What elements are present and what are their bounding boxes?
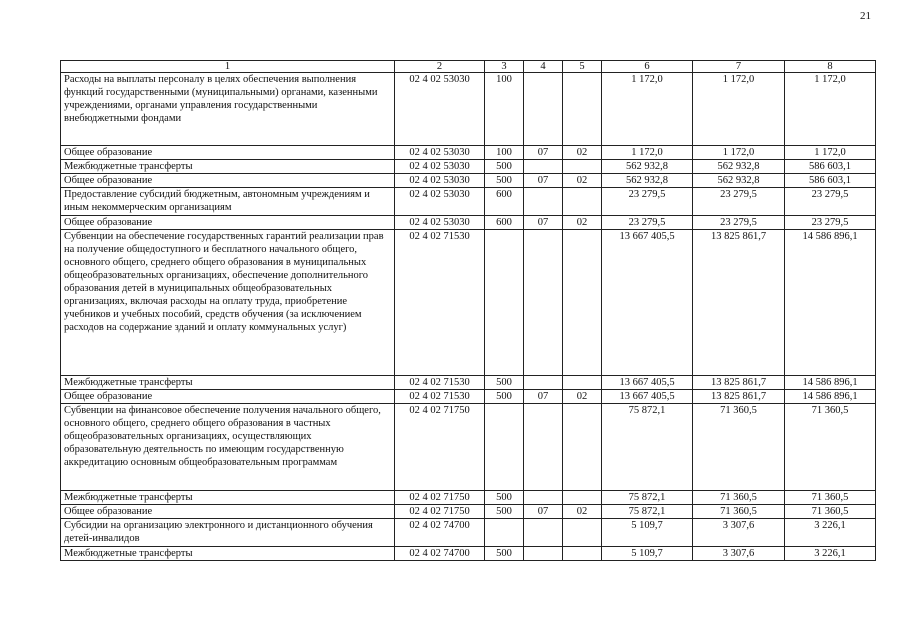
row-col3: 500 <box>485 174 524 188</box>
row-value-6: 5 109,7 <box>602 547 693 561</box>
row-value-7: 1 172,0 <box>693 146 785 160</box>
table-row <box>61 519 876 547</box>
row-name: Межбюджетные трансферты <box>61 376 395 390</box>
row-col4 <box>524 404 563 491</box>
column-header: 6 <box>602 61 693 73</box>
row-value-8: 23 279,5 <box>785 216 876 230</box>
row-value-8: 71 360,5 <box>785 404 876 491</box>
row-col5 <box>563 188 602 216</box>
row-col3: 600 <box>485 188 524 216</box>
row-name: Общее образование <box>61 505 395 519</box>
row-col4: 07 <box>524 390 563 404</box>
row-col4 <box>524 188 563 216</box>
row-value-8: 3 226,1 <box>785 547 876 561</box>
header-row <box>61 61 876 73</box>
row-value-7: 13 825 861,7 <box>693 376 785 390</box>
row-name: Субвенции на финансовое обеспечение получения начального общего, основного общего, среднего общего образования в частных общеобразовательных организациях, осуществляющих образовательную деятельность по имеющим государственную аккредитацию основным общеобразовательным программам <box>61 404 395 491</box>
table-row <box>61 160 876 174</box>
row-name: Общее образование <box>61 146 395 160</box>
row-col4: 07 <box>524 146 563 160</box>
row-value-7: 23 279,5 <box>693 188 785 216</box>
row-value-6: 13 667 405,5 <box>602 376 693 390</box>
table-body <box>61 61 876 561</box>
row-value-7: 71 360,5 <box>693 505 785 519</box>
row-col5 <box>563 376 602 390</box>
row-col4: 07 <box>524 174 563 188</box>
table-row <box>61 230 876 376</box>
row-col5: 02 <box>563 146 602 160</box>
table-row <box>61 404 876 491</box>
row-value-8: 1 172,0 <box>785 73 876 146</box>
row-col5: 02 <box>563 505 602 519</box>
column-header: 7 <box>693 61 785 73</box>
table-row <box>61 146 876 160</box>
row-col4: 07 <box>524 216 563 230</box>
budget-table <box>60 60 876 561</box>
row-value-6: 75 872,1 <box>602 505 693 519</box>
row-name: Расходы на выплаты персоналу в целях обеспечения выполнения функций государственными (муниципальными) органами, казенными учреждениями, органами управления государственными внебюджетными фондами <box>61 73 395 146</box>
row-col3 <box>485 230 524 376</box>
row-value-7: 1 172,0 <box>693 73 785 146</box>
column-header: 3 <box>485 61 524 73</box>
row-value-6: 562 932,8 <box>602 160 693 174</box>
table-row <box>61 174 876 188</box>
row-code: 02 4 02 74700 <box>395 547 485 561</box>
row-col4 <box>524 160 563 174</box>
row-value-6: 75 872,1 <box>602 404 693 491</box>
table-row <box>61 390 876 404</box>
row-value-7: 562 932,8 <box>693 160 785 174</box>
row-value-8: 23 279,5 <box>785 188 876 216</box>
row-value-7: 71 360,5 <box>693 404 785 491</box>
row-col4 <box>524 230 563 376</box>
row-col3: 500 <box>485 505 524 519</box>
row-value-6: 23 279,5 <box>602 216 693 230</box>
row-col5 <box>563 547 602 561</box>
row-col4 <box>524 491 563 505</box>
row-col3: 100 <box>485 73 524 146</box>
column-header: 8 <box>785 61 876 73</box>
row-col5 <box>563 404 602 491</box>
row-code: 02 4 02 53030 <box>395 160 485 174</box>
row-code: 02 4 02 74700 <box>395 519 485 547</box>
row-value-8: 14 586 896,1 <box>785 376 876 390</box>
column-header: 1 <box>61 61 395 73</box>
row-value-8: 71 360,5 <box>785 505 876 519</box>
row-col3: 500 <box>485 390 524 404</box>
row-value-8: 586 603,1 <box>785 160 876 174</box>
row-col3: 600 <box>485 216 524 230</box>
page-number: 21 <box>860 10 871 22</box>
row-value-7: 3 307,6 <box>693 547 785 561</box>
table-row <box>61 216 876 230</box>
row-name: Межбюджетные трансферты <box>61 547 395 561</box>
row-col3: 500 <box>485 491 524 505</box>
row-value-7: 562 932,8 <box>693 174 785 188</box>
row-code: 02 4 02 71530 <box>395 390 485 404</box>
row-col3: 500 <box>485 160 524 174</box>
row-name: Межбюджетные трансферты <box>61 491 395 505</box>
row-code: 02 4 02 71750 <box>395 404 485 491</box>
row-col3: 500 <box>485 376 524 390</box>
row-code: 02 4 02 71530 <box>395 376 485 390</box>
row-col4 <box>524 547 563 561</box>
row-value-6: 13 667 405,5 <box>602 230 693 376</box>
row-value-8: 14 586 896,1 <box>785 230 876 376</box>
row-col5: 02 <box>563 174 602 188</box>
row-code: 02 4 02 53030 <box>395 146 485 160</box>
row-code: 02 4 02 71750 <box>395 491 485 505</box>
table-row <box>61 491 876 505</box>
row-col5: 02 <box>563 390 602 404</box>
row-value-6: 5 109,7 <box>602 519 693 547</box>
row-value-6: 75 872,1 <box>602 491 693 505</box>
row-value-7: 71 360,5 <box>693 491 785 505</box>
row-col3: 500 <box>485 547 524 561</box>
row-code: 02 4 02 71530 <box>395 230 485 376</box>
row-col4: 07 <box>524 505 563 519</box>
row-value-8: 1 172,0 <box>785 146 876 160</box>
row-value-7: 13 825 861,7 <box>693 390 785 404</box>
row-col5 <box>563 230 602 376</box>
row-value-7: 3 307,6 <box>693 519 785 547</box>
row-name: Общее образование <box>61 390 395 404</box>
row-value-7: 23 279,5 <box>693 216 785 230</box>
row-code: 02 4 02 53030 <box>395 188 485 216</box>
row-col5 <box>563 160 602 174</box>
row-col5 <box>563 519 602 547</box>
row-col5: 02 <box>563 216 602 230</box>
column-header: 4 <box>524 61 563 73</box>
column-header: 5 <box>563 61 602 73</box>
table-row <box>61 188 876 216</box>
row-col4 <box>524 519 563 547</box>
row-col3: 100 <box>485 146 524 160</box>
row-col4 <box>524 73 563 146</box>
row-value-6: 13 667 405,5 <box>602 390 693 404</box>
row-code: 02 4 02 53030 <box>395 73 485 146</box>
row-name: Общее образование <box>61 174 395 188</box>
table-row <box>61 376 876 390</box>
row-code: 02 4 02 71750 <box>395 505 485 519</box>
table-row <box>61 547 876 561</box>
row-value-8: 3 226,1 <box>785 519 876 547</box>
row-code: 02 4 02 53030 <box>395 174 485 188</box>
row-code: 02 4 02 53030 <box>395 216 485 230</box>
row-value-6: 1 172,0 <box>602 73 693 146</box>
table-row <box>61 73 876 146</box>
row-value-8: 71 360,5 <box>785 491 876 505</box>
row-value-6: 562 932,8 <box>602 174 693 188</box>
row-value-7: 13 825 861,7 <box>693 230 785 376</box>
row-name: Субвенции на обеспечение государственных гарантий реализации прав на получение общедоступного и бесплатного начального общего, основного общего, среднего общего образования в муниципальных общеобразовательных организациях, обеспечение дополнительного образования детей в муниципальных общеобразовательных организациях, включая расходы на оплату труда, приобретение учебников и учебных пособий, средств обучения (за исключением расходов на содержание зданий и оплату коммунальных услуг) <box>61 230 395 376</box>
row-col4 <box>524 376 563 390</box>
row-value-8: 586 603,1 <box>785 174 876 188</box>
row-name: Предоставление субсидий бюджетным, автономным учреждениям и иным некоммерческим организациям <box>61 188 395 216</box>
row-name: Межбюджетные трансферты <box>61 160 395 174</box>
row-value-6: 1 172,0 <box>602 146 693 160</box>
column-header: 2 <box>395 61 485 73</box>
row-col5 <box>563 491 602 505</box>
row-name: Общее образование <box>61 216 395 230</box>
row-col5 <box>563 73 602 146</box>
row-value-8: 14 586 896,1 <box>785 390 876 404</box>
row-value-6: 23 279,5 <box>602 188 693 216</box>
row-col3 <box>485 404 524 491</box>
row-name: Субсидии на организацию электронного и дистанционного обучения детей-инвалидов <box>61 519 395 547</box>
row-col3 <box>485 519 524 547</box>
table-row <box>61 505 876 519</box>
